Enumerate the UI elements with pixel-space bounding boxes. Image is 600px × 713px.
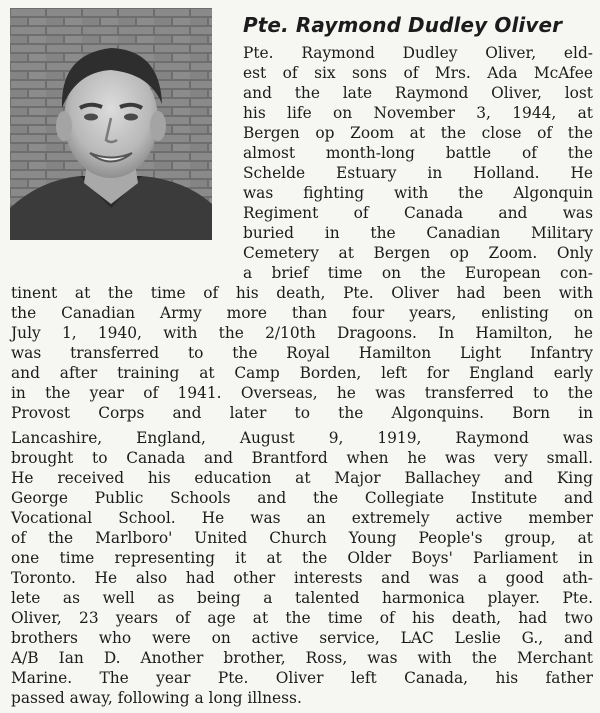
body-line: Provost Corps and later to the Algonquins. Born in bbox=[11, 404, 593, 422]
body-line: buried in the Canadian Military bbox=[243, 224, 593, 242]
portrait-image bbox=[10, 8, 212, 240]
body-line: and the late Raymond Oliver, lost bbox=[243, 84, 593, 102]
obituary-title: Pte. Raymond Dudley Oliver bbox=[243, 13, 563, 37]
body-line: Pte. Raymond Dudley Oliver, eld- bbox=[243, 44, 593, 62]
body-line: was fighting with the Algonquin bbox=[243, 184, 593, 202]
body-line: was transferred to the Royal Hamilton Light Infantry bbox=[11, 344, 593, 362]
body-line: almost month-long battle of the bbox=[243, 144, 593, 162]
body-line: Oliver, 23 years of age at the time of his death, had two bbox=[11, 609, 593, 627]
body-line: one time representing it at the Older Boys' Parliament in bbox=[11, 549, 593, 567]
body-line: Marine. The year Pte. Oliver left Canada, his father bbox=[11, 669, 593, 687]
body-line: Lancashire, England, August 9, 1919, Raymond was bbox=[11, 429, 593, 447]
body-line: He received his education at Major Ballachey and King bbox=[11, 469, 593, 487]
body-line: est of six sons of Mrs. Ada McAfee bbox=[243, 64, 593, 82]
body-line: George Public Schools and the Collegiate Institute and bbox=[11, 489, 593, 507]
body-line: a brief time on the European con- bbox=[243, 264, 593, 282]
body-line: passed away, following a long illness. bbox=[11, 689, 302, 707]
body-line: and after training at Camp Borden, left for England early bbox=[11, 364, 593, 382]
body-line: tinent at the time of his death, Pte. Oliver had been with bbox=[11, 284, 593, 302]
body-line: of the Marlboro' United Church Young People's group, at bbox=[11, 529, 593, 547]
body-line: the Canadian Army more than four years, enlisting on bbox=[11, 304, 593, 322]
body-line: July 1, 1940, with the 2/10th Dragoons. In Hamilton, he bbox=[11, 324, 593, 342]
body-line: Cemetery at Bergen op Zoom. Only bbox=[243, 244, 593, 262]
body-line: lete as well as being a talented harmonica player. Pte. bbox=[11, 589, 593, 607]
portrait-photo bbox=[10, 8, 212, 240]
body-line: in the year of 1941. Overseas, he was transferred to the bbox=[11, 384, 593, 402]
body-line: Bergen op Zoom at the close of the bbox=[243, 124, 593, 142]
body-line: brothers who were on active service, LAC Leslie G., and bbox=[11, 629, 593, 647]
body-line: Toronto. He also had other interests and was a good ath- bbox=[11, 569, 593, 587]
body-line: Regiment of Canada and was bbox=[243, 204, 593, 222]
body-line: Vocational School. He was an extremely active member bbox=[11, 509, 593, 527]
body-line: A/B Ian D. Another brother, Ross, was with the Merchant bbox=[11, 649, 593, 667]
body-line: brought to Canada and Brantford when he was very small. bbox=[11, 449, 593, 467]
body-line: Schelde Estuary in Holland. He bbox=[243, 164, 593, 182]
body-line: his life on November 3, 1944, at bbox=[243, 104, 593, 122]
